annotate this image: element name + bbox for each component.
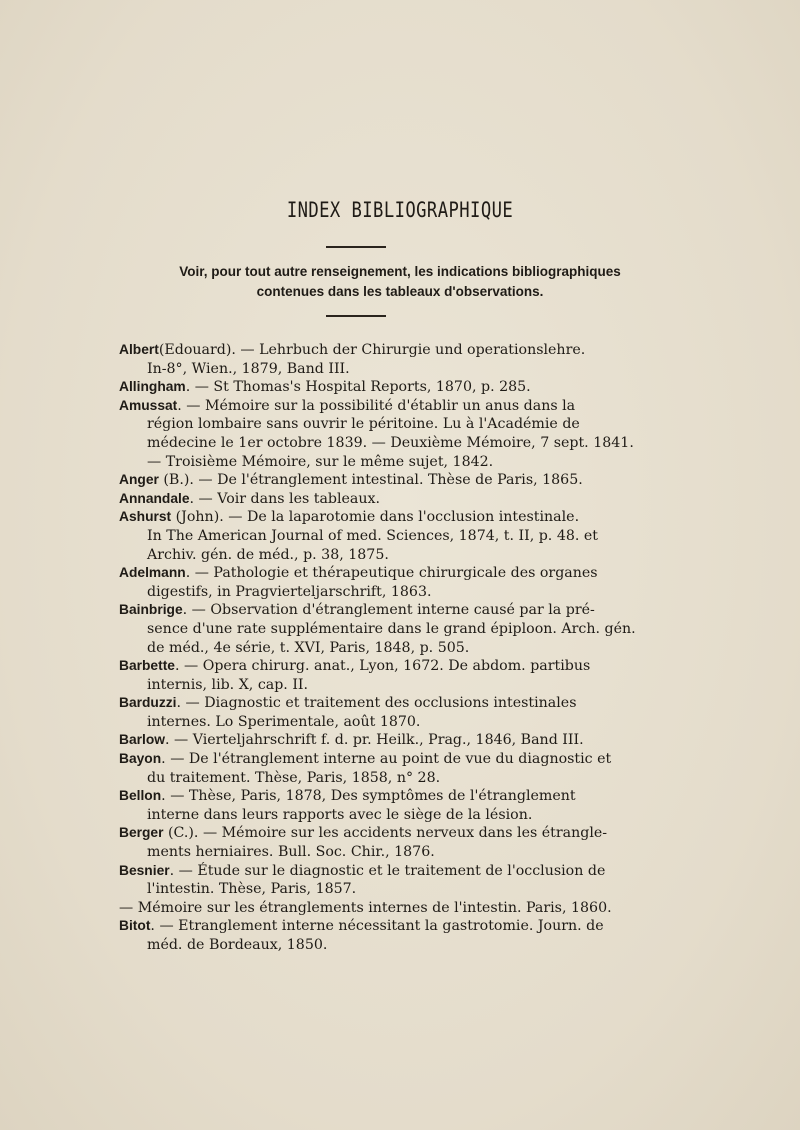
entry-line: [119, 546, 593, 565]
entry-author: Adelmann: [119, 565, 186, 581]
bibliography-entry: [119, 862, 606, 899]
entry-text: (Edouard). — Lehrbuch der Chirurgie und operationslehre.: [158, 342, 586, 358]
intro-note-line: Voir, pour tout autre renseignement, les indications bibliographiques: [179, 264, 621, 279]
entry-text: (C.). — Mémoire sur les accidents nerveux dans les étrangle-: [163, 825, 608, 842]
entry-line: [119, 397, 593, 416]
entry-line: [119, 769, 593, 788]
entry-text: . — Observation d'étranglement interne causé par la pré-: [182, 602, 595, 619]
entry-line: [119, 378, 593, 397]
entry-author: Ashurst: [119, 509, 172, 525]
entry-text: — Mémoire sur les étranglements internes de l'intestin. Paris, 1860.: [119, 899, 612, 916]
entry-line: [119, 676, 593, 695]
bibliography-entry: [119, 750, 612, 787]
entry-line: [119, 471, 593, 490]
entry-text: méd. de Bordeaux, 1850.: [147, 937, 328, 953]
entry-line: [119, 917, 604, 936]
entry-text: l'intestin. Thèse, Paris, 1857.: [147, 881, 357, 898]
title-rule: [326, 246, 386, 248]
note-rule: [326, 315, 386, 317]
entry-text: ments herniaires. Bull. Soc. Chir., 1876.: [147, 844, 435, 861]
entry-line: [119, 862, 606, 881]
entry-author: Berger: [119, 825, 164, 841]
entry-text: . — De l'étranglement interne au point de vue du diagnostic et: [161, 751, 612, 768]
entry-text: . — Diagnostic et traitement des occlusions intestinales: [176, 695, 577, 712]
bibliography-entry: [119, 508, 598, 564]
entry-line: [119, 583, 593, 602]
bibliography-entry: [119, 824, 608, 861]
entry-author: Annandale: [119, 490, 190, 506]
entry-line: [119, 657, 593, 676]
entry-line: [119, 713, 593, 732]
entry-author: Amussat: [119, 397, 178, 413]
entry-text: In The American Journal of med. Sciences, 1874, t. II, p. 48. et: [147, 527, 598, 544]
entry-author: Bainbrige: [119, 602, 183, 618]
entry-line: [119, 843, 593, 862]
entry-text: . — Vierteljahrschrift f. d. pr. Heilk., Prag., 1846, Band III.: [165, 732, 584, 749]
bibliography-entry: [119, 490, 593, 509]
bibliography-entry: [119, 731, 593, 750]
entry-text: . — Étude sur le diagnostic et le traitement de l'occlusion de: [169, 862, 606, 879]
entry-text: (John). — De la laparotomie dans l'occlusion intestinale.: [171, 509, 580, 526]
bibliography-entry: [119, 471, 593, 490]
entry-line: [119, 880, 593, 899]
entry-text: digestifs, in Pragvierteljarschrift, 1863.: [147, 583, 432, 600]
entry-line: [119, 564, 598, 583]
bibliography-entry: [119, 397, 634, 471]
entry-text: de méd., 4e série, t. XVI, Paris, 1848, p. 505.: [147, 639, 470, 656]
page-title: INDEX BIBLIOGRAPHIQUE: [286, 198, 514, 222]
entry-line: [119, 341, 593, 360]
entry-line: [119, 639, 593, 658]
entry-author: Albert: [119, 342, 159, 357]
entry-line: [119, 731, 593, 750]
entry-line: [119, 694, 593, 713]
entry-line: [119, 415, 593, 434]
intro-note-line: contenues dans les tableaux d'observations.: [256, 284, 544, 299]
entry-author: Bitot: [119, 918, 151, 934]
entry-line: [119, 434, 634, 453]
entry-text: In-8°, Wien., 1879, Band III.: [147, 360, 350, 377]
entry-text: internis, lib. X, cap. II.: [147, 676, 309, 693]
entry-line: [119, 601, 593, 620]
entry-text: (B.). — De l'étranglement intestinal. Thèse de Paris, 1865.: [158, 472, 583, 489]
entry-line: [119, 508, 593, 527]
entry-author: Barduzzi: [119, 695, 177, 711]
entry-text: . — Voir dans les tableaux.: [189, 490, 381, 507]
bibliography-entry: [119, 657, 593, 694]
entry-text: médecine le 1er octobre 1839. — Deuxième Mémoire, 7 sept. 1841.: [147, 434, 634, 451]
entry-text: interne dans leurs rapports avec le siège de la lésion.: [147, 806, 533, 823]
entry-author: Besnier: [119, 862, 170, 878]
entry-text: Archiv. gén. de méd., p. 38, 1875.: [147, 546, 389, 563]
entry-line: [119, 620, 636, 639]
entry-text: . — St Thomas's Hospital Reports, 1870, p. 285.: [185, 379, 531, 396]
entry-author: Barlow: [119, 732, 165, 748]
entry-line: [119, 936, 593, 955]
entry-line: [119, 453, 593, 472]
entry-line: [119, 787, 593, 806]
bibliography-entry: [119, 917, 604, 954]
entry-author: Barbette: [119, 658, 175, 674]
bibliography-entry: [119, 341, 593, 378]
bibliography-list: [119, 341, 636, 955]
intro-note: [100, 262, 700, 302]
entry-author: Allingham: [119, 379, 186, 395]
entry-text: . — Thèse, Paris, 1878, Des symptômes de l'étranglement: [161, 788, 576, 805]
entry-text: . — Mémoire sur la possibilité d'établir un anus dans la: [177, 397, 576, 414]
entry-text: internes. Lo Sperimentale, août 1870.: [147, 713, 421, 730]
entry-text: du traitement. Thèse, Paris, 1858, n° 28.: [147, 769, 441, 786]
bibliography-entry: [119, 899, 612, 918]
entry-text: . — Etranglement interne nécessitant la gastrotomie. Journ. de: [150, 918, 604, 935]
entry-line: [119, 750, 612, 769]
entry-text: . — Pathologie et thérapeutique chirurgicale des organes: [185, 565, 598, 582]
entry-line: [119, 806, 593, 825]
entry-text: — Troisième Mémoire, sur le même sujet, 1842.: [147, 453, 494, 470]
bibliography-entry: [119, 787, 593, 824]
entry-line: [119, 527, 598, 546]
entry-line: [119, 899, 612, 918]
entry-line: [119, 360, 593, 379]
entry-author: Anger: [119, 472, 159, 488]
entry-line: [119, 824, 608, 843]
entry-text: région lombaire sans ouvrir le péritoine. Lu à l'Académie de: [147, 416, 580, 433]
entry-text: sence d'une rate supplémentaire dans le grand épiploon. Arch. gén.: [147, 620, 636, 637]
bibliography-entry: [119, 601, 636, 657]
bibliography-entry: [119, 564, 598, 601]
entry-text: . — Opera chirurg. anat., Lyon, 1672. De abdom. partibus: [174, 658, 591, 675]
bibliography-entry: [119, 378, 593, 397]
entry-line: [119, 490, 593, 509]
entry-author: Bellon: [119, 788, 162, 804]
entry-author: Bayon: [119, 751, 162, 767]
bibliography-entry: [119, 694, 593, 731]
